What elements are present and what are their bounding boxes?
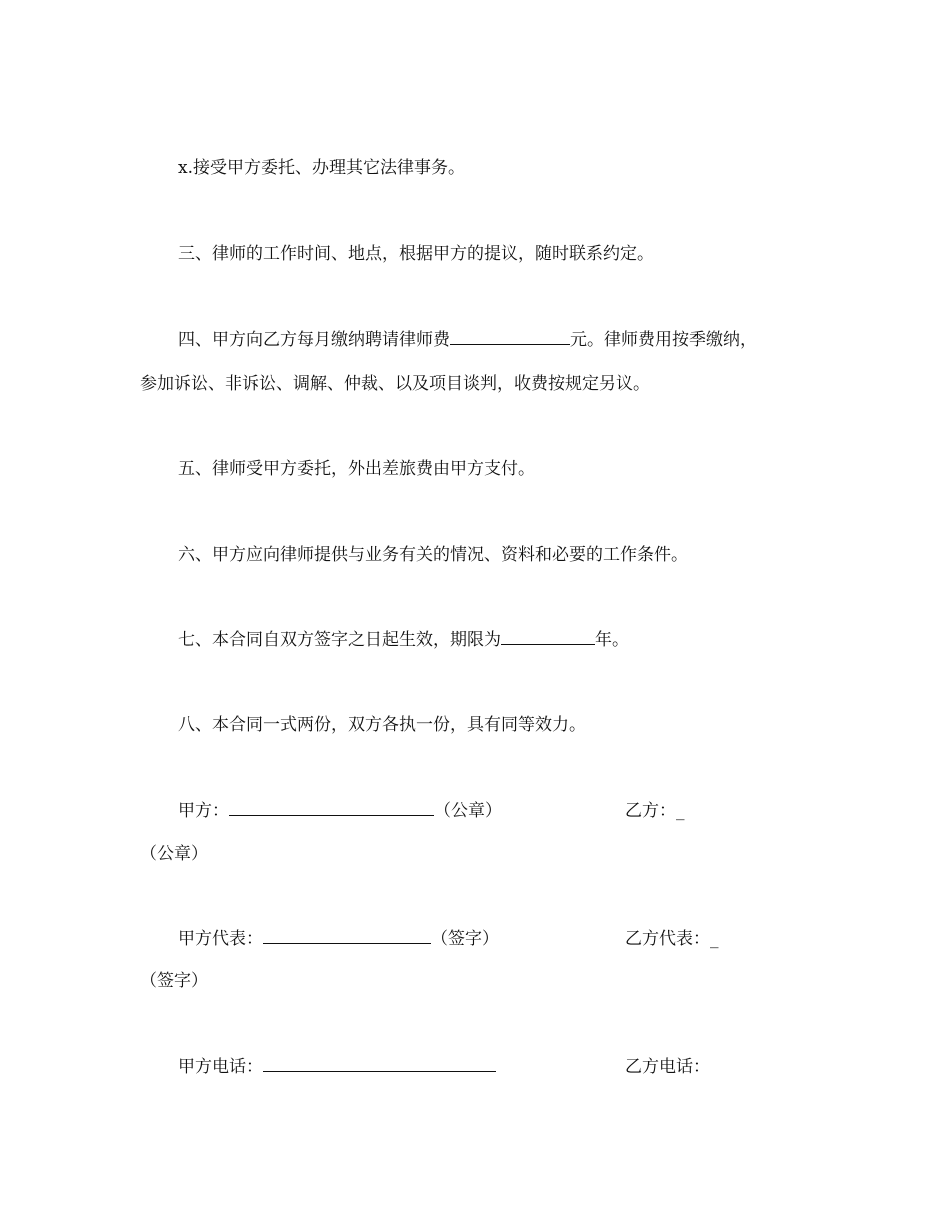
party-a-label: 甲方： (178, 801, 229, 821)
clause-6: 六、甲方应向律师提供与业务有关的情况、资料和必要的工作条件。 (178, 545, 688, 565)
clause-3: 三、律师的工作时间、地点，根据甲方的提议，随时联系约定。 (178, 244, 654, 264)
clause-8: 八、本合同一式两份，双方各执一份，具有同等效力。 (178, 715, 586, 735)
rep-a-row (178, 927, 499, 951)
clause-5: 五、律师受甲方委托，外出差旅费由甲方支付。 (178, 459, 535, 479)
phone-a-label: 甲方电话： (178, 1057, 263, 1077)
clause-4-continued: 参加诉讼、非诉讼、调解、仲裁、以及项目谈判，收费按规定另议。 (140, 374, 650, 394)
party-b-label: 乙方：_ (625, 801, 685, 821)
clause-x: x.接受甲方委托、办理其它法律事务。 (178, 158, 465, 178)
party-a-blank[interactable] (229, 799, 434, 816)
party-b-seal: （公章） (140, 844, 208, 864)
phone-b-label: 乙方电话： (625, 1057, 710, 1077)
phone-a-blank[interactable] (263, 1055, 496, 1072)
clause-7: 七、本合同自双方签字之日起生效，期限为 年。 (178, 630, 629, 650)
phone-a-row (178, 1055, 496, 1079)
rep-a-label: 甲方代表： (178, 929, 263, 949)
clause-4: 四、甲方向乙方每月缴纳聘请律师费 元。律师费用按季缴纳， (178, 330, 757, 350)
rep-a-sign: （签字） (431, 929, 499, 949)
rep-b-sign: （签字） (140, 971, 208, 991)
rep-a-blank[interactable] (263, 927, 431, 944)
fee-blank[interactable] (450, 328, 570, 345)
party-a-seal: （公章） (434, 801, 502, 821)
rep-b-label: 乙方代表：_ (625, 929, 719, 949)
party-a-row (178, 799, 502, 823)
term-blank[interactable] (501, 628, 595, 645)
